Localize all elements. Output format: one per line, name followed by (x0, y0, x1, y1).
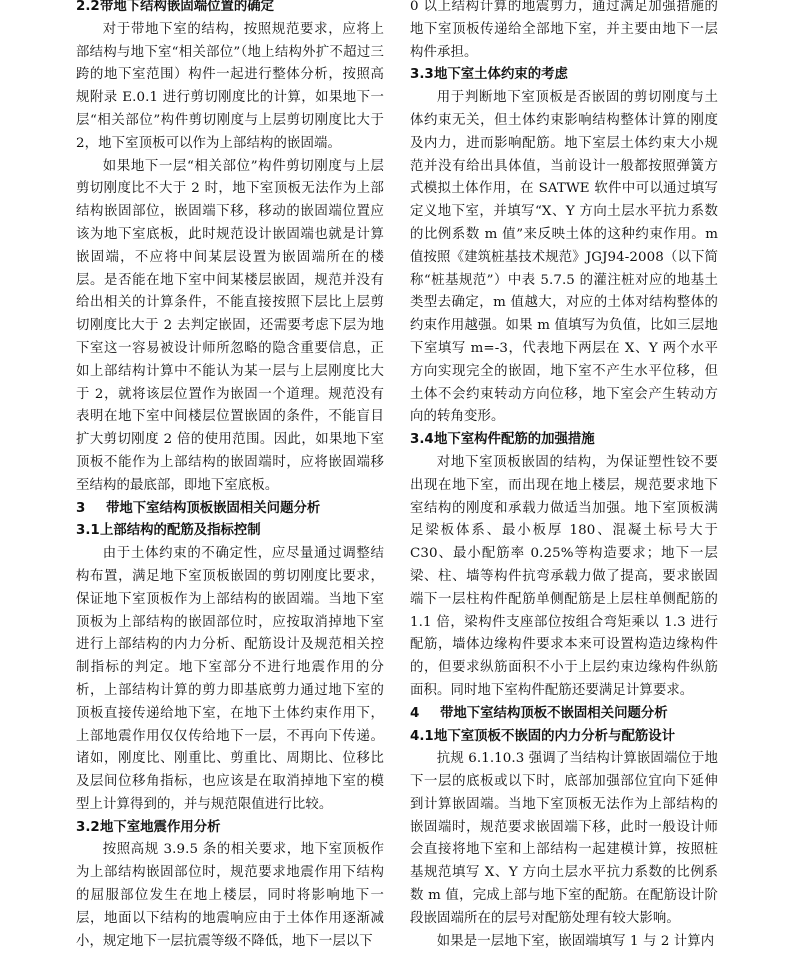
heading-title: 上部结构的配筋及指标控制 (100, 523, 261, 539)
subsection-heading (76, 0, 384, 19)
heading-number: 4.1 (410, 728, 434, 744)
heading-number: 3.2 (76, 819, 100, 835)
heading-title: 地下室顶板不嵌固的内力分析与配筋设计 (434, 728, 676, 744)
paragraph: 按照高规 3.9.5 条的相关要求，地下室顶板作为上部结构嵌固部位时，规范要求地震作用下结构的屈服部位发生在地上楼层，同时将影响地下一层，地面以下结构的地震响应由于土体作用逐渐减小，规定地下一层抗震等级不降低，地下一层以下 (76, 842, 384, 949)
heading-title: 地下室土体约束的考虑 (434, 67, 568, 83)
paragraph: 如果是一层地下室，嵌固端填写 1 与 2 计算内 (436, 933, 715, 949)
paragraph: 抗规 6.1.10.3 强调了当结构计算嵌固端位于地下一层的底板或以下时，底部加强部位宜向下延伸到计算嵌固端。当地下室顶板无法作为上部结构的嵌固端时，规范要求嵌固端下移，此时一般设计师会直接将地下室和上部结构一起建模计算，按照桩基规范填写 X、Y 方向土层水平抗力系数的比例系数 m 值，完成上部与地下室的配筋。在配筋设计阶段嵌固端所在的层号对配筋处理有较大影响。 (410, 751, 718, 926)
heading-title: 地下室构件配筋的加强措施 (434, 432, 595, 448)
subsection-heading (76, 520, 384, 543)
left-column (76, 0, 384, 953)
paragraph: 由于土体约束的不确定性，应尽量通过调整结构布置，满足地下室顶板嵌固的剪切刚度比要求，保证地下室顶板作为上部结构的嵌固端。当地下室顶板为上部结构的嵌固部位时，应按取消掉地下室进行上部结构的内力分析、配筋设计及规范相关控制指标的判定。地下室部分不进行地震作用的分析，上部结构计算的剪力即基底剪力通过地下室的顶板直接传递给地下室，在地下土体约束作用下，上部地震作用仅仅传给地下一层，不再向下传递。诸如，刚度比、刚重比、剪重比、周期比、位移比及层间位移角指标，也应该是在取消掉地下室的模型上计算得到的，并与规范限值进行比较。 (76, 546, 384, 812)
right-column (410, 0, 718, 953)
section-heading (410, 703, 718, 726)
subsection-heading (76, 817, 384, 840)
section-heading (76, 498, 384, 521)
paragraph-continuation: 0 以上结构计算的地震剪力，通过满足加强措施的地下室顶板传递给全部地下室，并主要由地下一层构件承担。 (410, 0, 718, 60)
paragraph: 对地下室顶板嵌固的结构，为保证塑性铰不要出现在地下室，而出现在地上楼层，规范要求地下室结构的刚度和承载力做适当加强。地下室顶板满足梁板体系、最小板厚 180、混凝土标号大于 C30、最小配筋率 0.25%等构造要求；地下一层梁、柱、墙等构件抗弯承载力做了提高，要求嵌固端下一层柱构件配筋单侧配筋是上层柱单侧配筋的 1.1 倍，梁构件支座部位按组合弯矩乘以 1.3 进行配筋，墙体边缘构件要求本来可设置构造边缘构件的，但要求纵筋面积不小于上层约束边缘构件纵筋面积。同时地下室构件配筋还要满足计算要求。 (410, 454, 718, 698)
heading-number: 3.3 (410, 67, 434, 83)
heading-number: 3.1 (76, 523, 100, 539)
heading-title: 带地下室结构顶板不嵌固相关问题分析 (440, 705, 668, 721)
heading-title: 带地下室结构顶板嵌固相关问题分析 (106, 500, 321, 516)
heading-number: 4 (410, 705, 420, 721)
heading-number: 2.2 (76, 0, 100, 14)
paragraph: 用于判断地下室顶板是否嵌固的剪切刚度与土体约束无关，但土体约束影响结构整体计算的刚度及内力，进而影响配筋。地下室层土体约束大小规范并没有给出具体值，当前设计一般都按照弹簧方式模拟土体作用，在 SATWE 软件中可以通过填写定义地下室，并填写“X、Y 方向土层水平抗力系数的比例系数 m 值”来反映土体的这种约束作用。m 值按照《建筑桩基技术规范》JGJ94-2008（以下简称“桩基规范”）中表 5.7.5 的灌注桩对应的地基土类型去确定，m 值越大，对应的土体对结构整体的约束作用越强。如果 m 值填写为负值，比如三层地下室填写 m=-3，代表地下两层在 X、Y 两个水平方向实现完全的嵌固，地下室不产生水平位移，但土体不会约束转动方向位移，地下室会产生转动方向的转角变形。 (410, 90, 718, 425)
heading-title: 带地下结构嵌固端位置的确定 (100, 0, 275, 14)
heading-number: 3 (76, 500, 86, 516)
paragraph: 如果地下一层“相关部位”构件剪切刚度与上层剪切刚度比不大于 2 时，地下室顶板无法作为上部结构嵌固部位，嵌固端下移，移动的嵌固端位置应该为地下室底板，此时规范设计嵌固端也就是计算嵌固端，不应将中间某层设置为嵌固端所在的楼层。是否能在地下室中间某楼层嵌固，规范并没有给出相关的计算条件，不能直接按照下层比上层剪切刚度比大于 2 去判定嵌固，还需要考虑下层为地下室这一容易被设计师所忽略的隐含重要信息，正如上部结构计算中不能认为某一层与上层刚度比大于 2，就将该层位置作为嵌固一个道理。规范没有表明在地下室中间楼层位置嵌固的条件，不能盲目扩大剪切刚度 2 倍的使用范围。因此，如果地下室顶板不能作为上部结构的嵌固端时，应将嵌固端移至结构的最底部，即地下室底板。 (76, 158, 384, 493)
subsection-heading (410, 429, 718, 452)
subsection-heading (410, 64, 718, 87)
heading-title: 地下室地震作用分析 (100, 819, 221, 835)
paragraph: 对于带地下室的结构，按照规范要求，应将上部结构与地下室“相关部位”（地上结构外扩不超过三跨的地下室范围）构件一起进行整体分析，按照高规附录 E.0.1 进行剪切刚度比的计算，如果地下一层“相关部位”构件剪切刚度与上层剪切刚度比大于 2，地下室顶板可以作为上部结构的嵌固端。 (76, 21, 384, 151)
subsection-heading (410, 726, 718, 749)
heading-number: 3.4 (410, 432, 434, 448)
